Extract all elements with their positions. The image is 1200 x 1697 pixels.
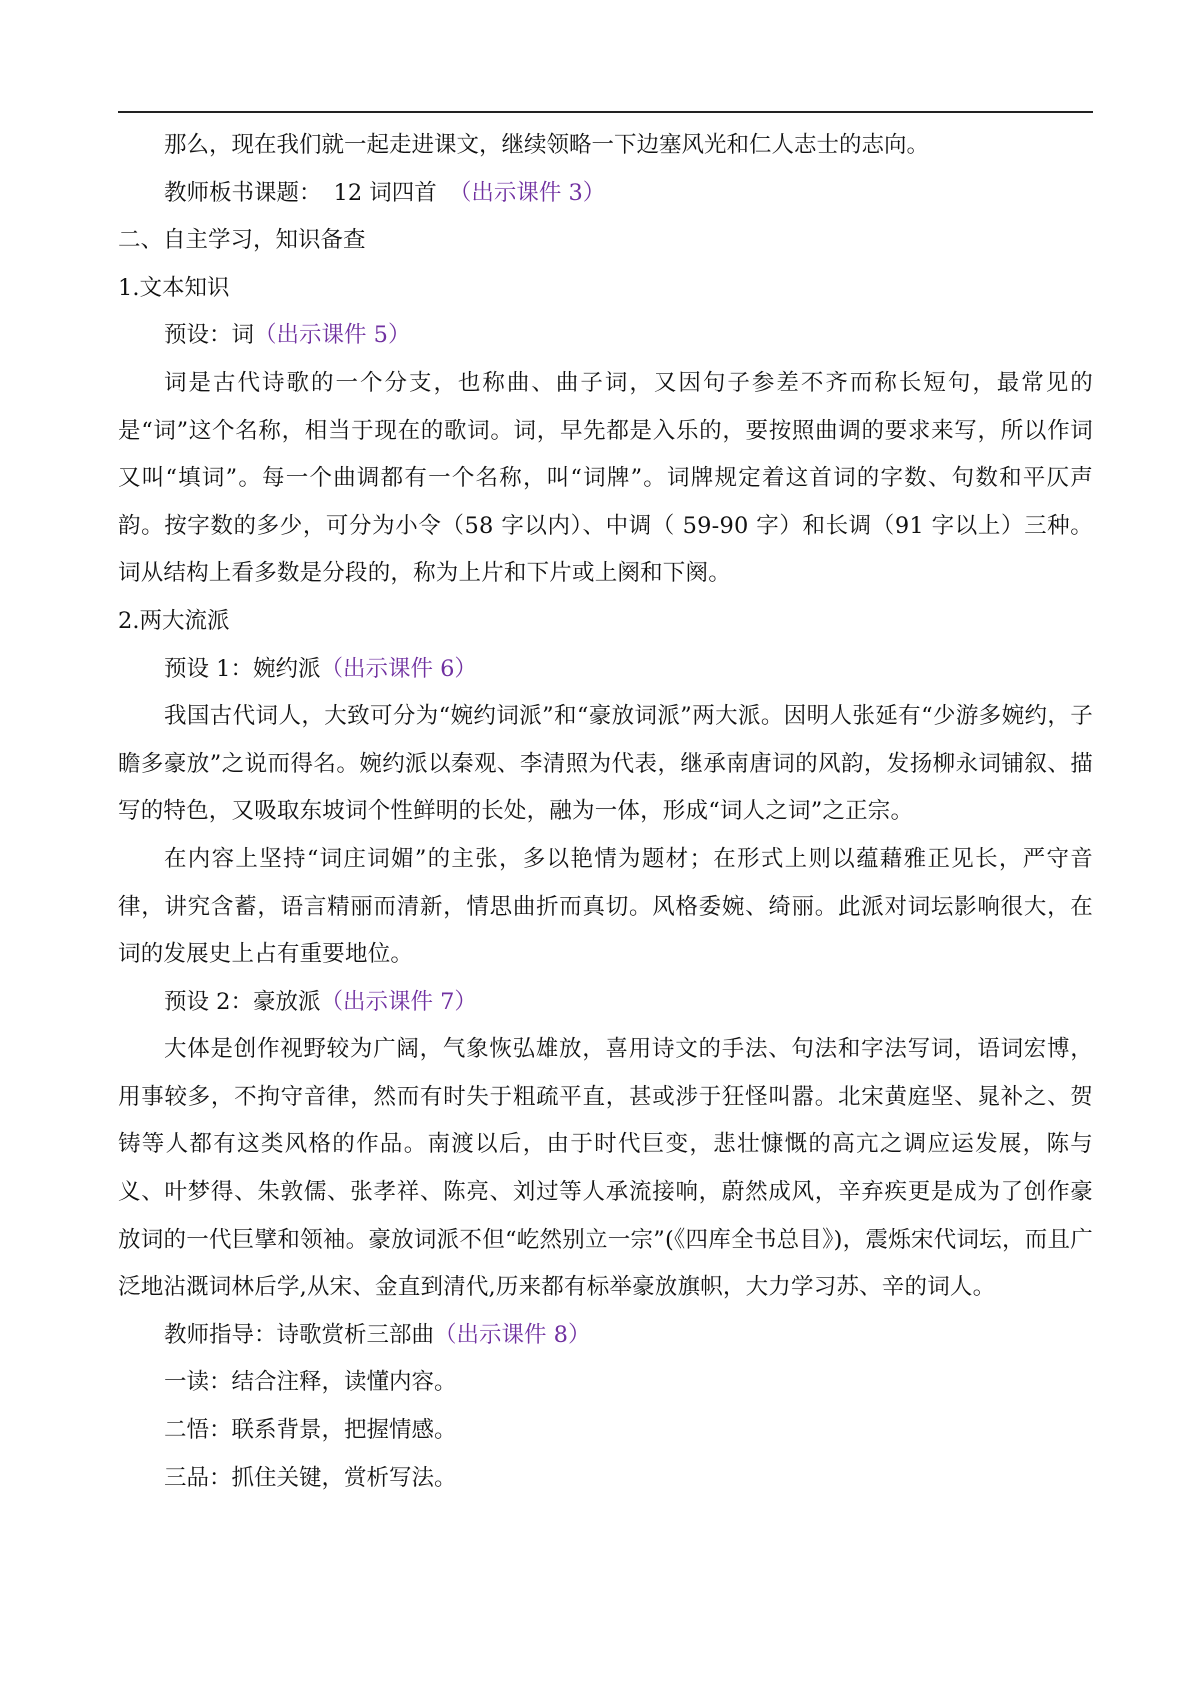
step-line: 一读：结合注释，读懂内容。 [164,1369,457,1396]
item-heading: 1.文本知识 [118,274,230,301]
preset-line: 预设：词（出示课件 5） [164,322,411,349]
courseware-cue: （出示课件 8） [434,1321,591,1348]
paragraph-wanyue-2: 在内容上坚持“词庄词媚”的主张，多以艳情为题材；在形式上则以蕴藉雅正见长，严守音律，讲究含蓄，语言精丽而清新，情思曲折而真切。风格委婉、绮丽。此派对词坛影响很大，在词的发展史上占有重要地位。 [118,845,1093,968]
courseware-cue: （出示课件 7） [320,988,477,1015]
paragraph-haofang: 大体是创作视野较为广阔，气象恢弘雄放，喜用诗文的手法、句法和字法写词，语词宏博，用事较多，不拘守音律，然而有时失于粗疏平直，甚或涉于狂怪叫嚣。北宋黄庭坚、晁补之、贺铸等人都有这类风格的作品。南渡以后，由于时代巨变，悲壮慷慨的高亢之调应运发展，陈与义、叶梦得、朱敦儒、张孝祥、陈亮、刘过等人承流接响，蔚然成风，辛弃疾更是成为了创作豪放词的一代巨擘和领袖。豪放词派不但“屹然别立一宗”(《四库全书总目》)，震烁宋代词坛，而且广泛地沾溉词林后学,从宋、金直到清代,历来都有标举豪放旗帜，大力学习苏、辛的词人。 [118,1036,1093,1301]
paragraph-wanyue-1: 我国古代词人，大致可分为“婉约词派”和“豪放词派”两大派。因明人张延有“少游多婉约，子瞻多豪放”之说而得名。婉约派以秦观、李清照为代表，继承南唐词的风韵，发扬柳永词铺叙、描写的特色，又吸取东坡词个性鲜明的长处，融为一体，形成“词人之词”之正宗。 [118,703,1093,825]
courseware-cue: （出示课件 6） [320,655,477,682]
board-title-line: 教师板书课题： 12 词四首 （出示课件 3） [164,179,606,206]
courseware-cue: （出示课件 3） [448,179,606,206]
preset-line: 预设 2：豪放派（出示课件 7） [164,988,477,1015]
step-line: 三品：抓住关键，赏析写法。 [164,1464,457,1491]
document-body [118,122,1093,1502]
section-heading: 二、自主学习，知识备查 [118,227,366,254]
preset-line: 预设 1：婉约派（出示课件 6） [164,655,477,682]
item-heading: 2.两大流派 [118,607,230,634]
paragraph-ci: 词是古代诗歌的一个分支，也称曲、曲子词，又因句子参差不齐而称长短句，最常见的是“词”这个名称，相当于现在的歌词。词，早先都是入乐的，要按照曲调的要求来写，所以作词又叫“填词”。每一个曲调都有一个名称，叫“词牌”。词牌规定着这首词的字数、句数和平仄声韵。按字数的多少，可分为小令（58 字以内）、中调（ 59-90 字）和长调（91 字以上）三种。词从结构上看多数是分段的，称为上片和下片或上阕和下阕。 [118,369,1093,587]
step-line: 二悟：联系背景，把握情感。 [164,1417,457,1444]
intro-line: 那么，现在我们就一起走进课文，继续领略一下边塞风光和仁人志士的志向。 [164,132,930,158]
header-rule [118,111,1093,113]
courseware-cue: （出示课件 5） [254,322,411,349]
teacher-guide-line: 教师指导：诗歌赏析三部曲（出示课件 8） [164,1321,591,1348]
